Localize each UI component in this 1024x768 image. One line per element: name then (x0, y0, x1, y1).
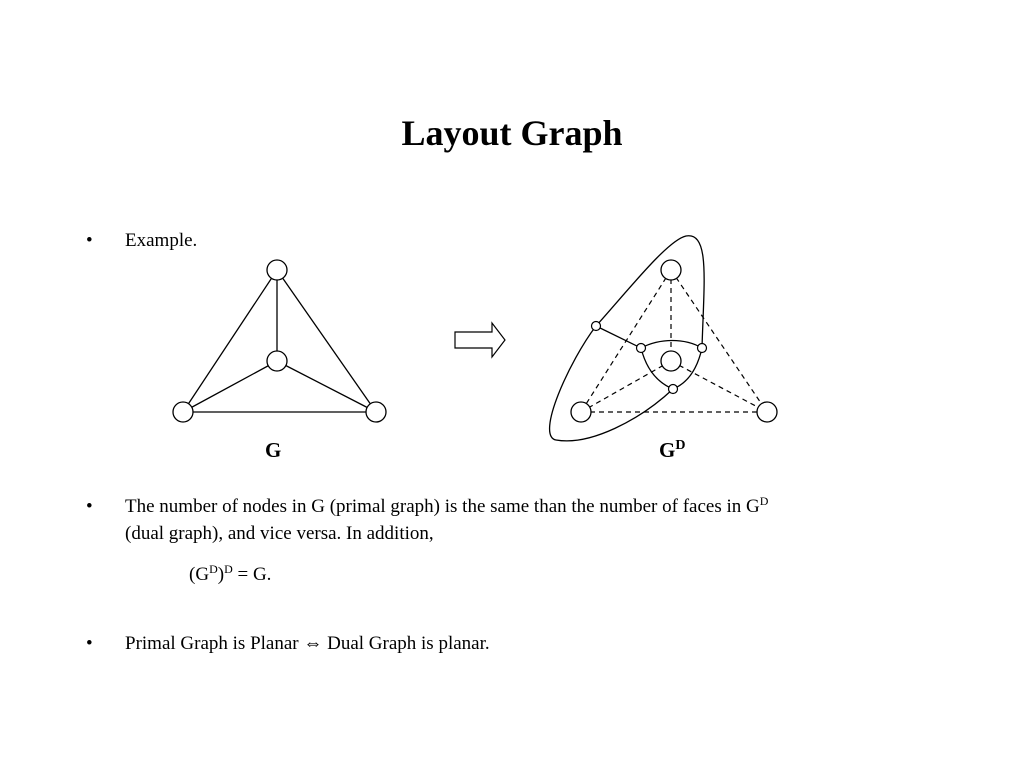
planarity-before: Primal Graph is Planar (125, 633, 304, 654)
bullet-dot: • (86, 633, 93, 654)
primal-edge (183, 361, 277, 412)
dual-graph-label-sup: D (675, 438, 686, 453)
dual-graph-label-base: G (659, 438, 676, 462)
primal-node-center (267, 351, 287, 371)
dual-of-dual-formula (189, 561, 271, 588)
dual-graph-label (659, 438, 685, 463)
formula-sup1: D (209, 562, 218, 576)
dashed-edge (671, 270, 767, 412)
primal-edge (277, 270, 376, 412)
primal-edge (183, 270, 277, 412)
primal-graph-label (265, 438, 281, 463)
primal-graph-label-text: G (265, 438, 282, 462)
primal-node-left (173, 402, 193, 422)
dual-node-bottom (669, 385, 678, 394)
dual-node-outer (592, 322, 601, 331)
bullet-dot: • (86, 496, 93, 517)
formula-sup2: D (224, 562, 233, 576)
bullet-nodes-faces-line2: (dual graph), and vice versa. In addition, (125, 523, 434, 544)
dual-node-right (698, 344, 707, 353)
slide-title: Layout Graph (401, 113, 623, 153)
primal-nodes (173, 260, 386, 422)
dual-primal-node-right (757, 402, 777, 422)
formula-close: ) (217, 564, 225, 585)
dual-outer-loop (596, 236, 704, 348)
bullet-planarity-text (125, 630, 490, 657)
bullet-nodes-faces-text: The number of nodes in G (primal graph) is the same than the number of faces in G (125, 496, 760, 517)
dual-edge (596, 326, 641, 348)
primal-graph (183, 270, 376, 412)
formula-tail: = G. (232, 564, 272, 585)
primal-node-top (267, 260, 287, 280)
transform-arrow-icon (455, 323, 505, 357)
primal-node-right (366, 402, 386, 422)
bullet-nodes-faces-sup: D (759, 494, 769, 508)
dual-primal-node-top (661, 260, 681, 280)
dashed-edge (581, 361, 671, 412)
dual-node-left (637, 344, 646, 353)
bullet-nodes-faces-line1 (125, 493, 768, 520)
planarity-after: Dual Graph is planar. (322, 633, 490, 654)
iff-icon: ⇔ (303, 633, 323, 654)
primal-edge (277, 361, 376, 412)
dashed-edge (671, 361, 767, 412)
dual-primal-node-center (661, 351, 681, 371)
formula-open: (G (189, 564, 210, 585)
bullet-example-text: Example. (125, 230, 198, 251)
bullet-dot: • (86, 230, 93, 251)
dual-primal-node-left (571, 402, 591, 422)
